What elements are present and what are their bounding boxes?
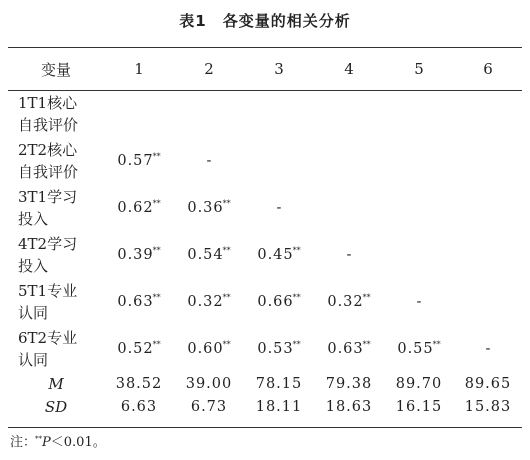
table-cell [244, 325, 314, 372]
header-row [8, 48, 522, 90]
row-label [8, 325, 104, 372]
table-cell [244, 231, 314, 278]
stat-value: 38.52 [115, 375, 163, 392]
table-cell [244, 278, 314, 325]
diagonal-dash: - [346, 246, 352, 263]
correlation-value: 0.63 [117, 293, 154, 310]
stat-cell [384, 395, 454, 418]
significance-mark: ** [362, 340, 371, 350]
stat-cell [454, 372, 522, 395]
bottom-rule [8, 427, 522, 428]
header-col-6: 6 [483, 60, 493, 78]
stat-cell [104, 372, 174, 395]
note-condition: ＜0.01。 [50, 435, 106, 450]
correlation-value: 0.63 [327, 340, 364, 357]
table-cell [104, 231, 174, 278]
table-cell [104, 137, 174, 184]
table-row [8, 137, 522, 184]
table-row [8, 231, 522, 278]
table-row [8, 184, 522, 231]
table-cell [384, 278, 454, 325]
header-col-3: 3 [274, 60, 284, 78]
stat-cell [454, 395, 522, 418]
diagonal-dash: - [276, 199, 282, 216]
significance-mark: ** [292, 293, 301, 303]
significance-mark: ** [432, 340, 441, 350]
correlation-value: 0.62 [117, 199, 154, 216]
row-label-line2: 投入 [18, 256, 49, 275]
correlation-value: 0.32 [187, 293, 224, 310]
table-title: 表1 各变量的相关分析 [179, 12, 351, 30]
correlation-value: 0.57 [117, 152, 154, 169]
correlation-value: 0.52 [117, 340, 154, 357]
significance-mark: ** [152, 293, 161, 303]
row-label-line1: 2T2核心 [18, 140, 78, 159]
correlation-table [8, 48, 522, 418]
row-label-line2: 自我评价 [18, 115, 79, 134]
table-cell [104, 90, 174, 137]
stat-value: 15.83 [464, 398, 512, 415]
stat-cell [244, 372, 314, 395]
table-cell [384, 90, 454, 137]
table-cell [104, 278, 174, 325]
table-cell [454, 325, 522, 372]
table-cell [174, 90, 244, 137]
stat-cell [174, 395, 244, 418]
note-p-symbol: P [42, 435, 51, 450]
stat-value: 39.00 [185, 375, 233, 392]
stat-label: SD [44, 397, 68, 416]
significance-mark: ** [222, 340, 231, 350]
table-cell [174, 231, 244, 278]
row-label-line1: 1T1核心 [18, 93, 78, 112]
table-row [8, 278, 522, 325]
diagonal-dash: - [206, 152, 212, 169]
header-col-2: 2 [204, 60, 214, 78]
table-cell [454, 137, 522, 184]
row-label [8, 231, 104, 278]
significance-mark: ** [152, 246, 161, 256]
table-cell [314, 90, 384, 137]
significance-mark: ** [152, 340, 161, 350]
significance-mark: ** [152, 152, 161, 162]
diagonal-dash: - [416, 293, 422, 310]
table-cell [314, 231, 384, 278]
stat-cell [314, 372, 384, 395]
stat-value: 89.65 [464, 375, 512, 392]
row-label-line2: 自我评价 [18, 162, 79, 181]
table-cell [314, 184, 384, 231]
row-label-line1: 4T2学习 [18, 234, 78, 253]
table-note [10, 431, 106, 450]
correlation-value: 0.45 [257, 246, 294, 263]
table-cell [174, 137, 244, 184]
descriptive-rows [8, 372, 522, 418]
stat-cell [314, 395, 384, 418]
significance-mark: ** [222, 199, 231, 209]
correlation-value: 0.36 [187, 199, 224, 216]
correlation-value: 0.54 [187, 246, 224, 263]
stat-value: 89.70 [395, 375, 443, 392]
table-cell [314, 278, 384, 325]
stat-cell [384, 372, 454, 395]
stat-cell [174, 372, 244, 395]
table-cell [104, 325, 174, 372]
note-prefix: 注： [10, 435, 37, 450]
table-cell [454, 184, 522, 231]
stat-value: 79.38 [325, 375, 373, 392]
header-col-5: 5 [414, 60, 424, 78]
correlation-value: 0.66 [257, 293, 294, 310]
row-label [8, 184, 104, 231]
significance-mark: ** [222, 246, 231, 256]
correlation-value: 0.32 [327, 293, 364, 310]
table-cell [174, 184, 244, 231]
table-cell [244, 184, 314, 231]
significance-mark: ** [222, 293, 231, 303]
significance-mark: ** [152, 199, 161, 209]
row-label-line1: 3T1学习 [18, 187, 78, 206]
header-variable: 变量 [40, 60, 71, 79]
table-cell [384, 231, 454, 278]
stat-value: 78.15 [255, 375, 303, 392]
table-cell [454, 278, 522, 325]
header-col-1: 1 [134, 60, 144, 78]
table-cell [244, 137, 314, 184]
stat-value: 18.63 [325, 398, 373, 415]
correlation-value: 0.53 [257, 340, 294, 357]
stat-row [8, 372, 522, 395]
stat-value: 6.73 [190, 398, 228, 415]
row-label [8, 137, 104, 184]
table-cell [244, 90, 314, 137]
table-cell [174, 278, 244, 325]
header-col-4: 4 [344, 60, 354, 78]
row-label [8, 278, 104, 325]
stat-value: 6.63 [120, 398, 158, 415]
row-label-line1: 5T1专业 [18, 281, 78, 300]
significance-mark: ** [362, 293, 371, 303]
correlation-value: 0.60 [187, 340, 224, 357]
table-row [8, 325, 522, 372]
table-row [8, 90, 522, 137]
table-cell [314, 137, 384, 184]
row-label-line2: 投入 [18, 209, 49, 228]
stat-row [8, 395, 522, 418]
table-cell [384, 184, 454, 231]
table-cell [174, 325, 244, 372]
table-cell [314, 325, 384, 372]
significance-mark: ** [292, 340, 301, 350]
row-label-line1: 6T2专业 [18, 328, 78, 347]
correlation-value: 0.55 [397, 340, 434, 357]
stat-cell [104, 395, 174, 418]
table-cell [384, 325, 454, 372]
note-significance-mark: ** [35, 434, 43, 443]
diagonal-dash: - [485, 340, 491, 357]
stat-cell [244, 395, 314, 418]
table-cell [104, 184, 174, 231]
row-label-line2: 认同 [18, 303, 49, 322]
table-cell [384, 137, 454, 184]
correlation-value: 0.39 [117, 246, 154, 263]
stat-label: M [48, 374, 64, 393]
row-label [8, 90, 104, 137]
significance-mark: ** [292, 246, 301, 256]
stat-value: 18.11 [255, 398, 303, 415]
table-cell [454, 231, 522, 278]
row-label-line2: 认同 [18, 350, 49, 369]
stat-value: 16.15 [395, 398, 443, 415]
table-cell [454, 90, 522, 137]
correlation-rows [8, 90, 522, 372]
